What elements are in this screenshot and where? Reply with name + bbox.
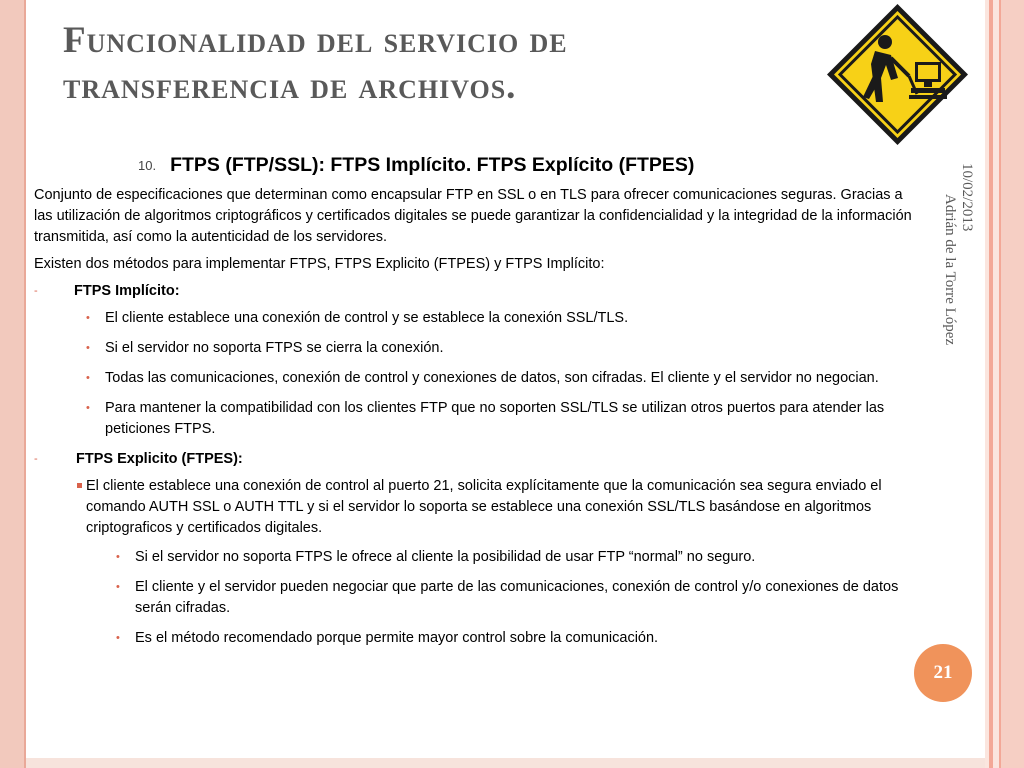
dash-marker: -	[34, 284, 38, 297]
methods-paragraph: Existen dos métodos para implementar FTPS, FTPS Explicito (FTPES) y FTPS Implícito:	[34, 255, 605, 272]
list-item-text: Si el servidor no soporta FTPS se cierra la conexión.	[105, 339, 444, 356]
list-item-text: Todas las comunicaciones, conexión de control y conexiones de datos, son cifradas. El cliente y el servidor no negocian.	[105, 369, 879, 386]
bullet-marker: •	[86, 341, 90, 354]
explicit-intro-text: El cliente establece una conexión de control al puerto 21, solicita explícitamente que la comunicación sea segura enviado el comando AUTH SSL o AUTH TTL y si el servidor lo soporta se establece una conexión SSL/TLS basándose en algoritmos criptograficos y certificados digitales.	[86, 477, 882, 536]
implicit-list	[34, 308, 914, 440]
bullet-marker: •	[86, 401, 90, 414]
list-item-text: Si el servidor no soporta FTPS le ofrece al cliente la posibilidad de usar FTP “normal” no seguro.	[135, 548, 756, 565]
explicit-list	[34, 547, 914, 649]
list-item-text: El cliente establece una conexión de control y se establece la conexión SSL/TLS.	[105, 309, 629, 326]
left-frame-line	[24, 0, 26, 768]
list-item	[34, 547, 914, 568]
list-item	[34, 628, 914, 649]
list-item	[34, 398, 914, 440]
list-item	[34, 338, 914, 359]
implicit-section-title	[34, 281, 914, 302]
bottom-frame-bar	[26, 758, 985, 768]
list-item	[34, 577, 914, 619]
bullet-marker: •	[116, 550, 120, 563]
bullet-marker: •	[116, 580, 120, 593]
implicit-title-text: FTPS Implícito:	[74, 282, 180, 299]
page-number: 21	[933, 662, 953, 683]
list-item	[34, 368, 914, 389]
intro-paragraph: Conjunto de especificaciones que determinan como encapsular FTP en SSL o en TLS para ofrecer comunicaciones seguras. Gracias a las utilización de algoritmos criptográficos y certificados digitales se puede garantizar la confidencialidad y la integridad de la información transmitida, así como la autenticidad de los servidores.	[34, 186, 912, 245]
bullet-marker: •	[86, 311, 90, 324]
explicit-title-text: FTPS Explicito (FTPES):	[76, 450, 243, 467]
section-heading-text: FTPS (FTP/SSL): FTPS Implícito. FTPS Explícito (FTPES)	[170, 154, 695, 176]
square-bullet-icon	[77, 483, 82, 488]
construction-sign-icon	[825, 2, 970, 147]
bullet-marker: •	[86, 371, 90, 384]
slide-date: 10/02/2013	[959, 163, 975, 232]
bullet-marker: •	[116, 631, 120, 644]
slide-author: Adrián de la Torre López	[942, 194, 958, 346]
vertical-side-text	[942, 163, 975, 483]
right-frame-bar	[985, 0, 1024, 768]
page-number-badge	[914, 644, 972, 702]
list-item-text: El cliente y el servidor pueden negociar que parte de las comunicaciones, conexión de control y/o conexiones de datos serán cifradas.	[135, 578, 899, 616]
explicit-intro	[34, 476, 914, 539]
explicit-section-title	[34, 449, 914, 470]
dash-marker: -	[34, 452, 38, 465]
slide-title-line-1: Funcionalidad del servicio de	[63, 20, 568, 61]
left-frame-bar	[0, 0, 24, 768]
slide-body	[34, 152, 914, 658]
list-item	[34, 308, 914, 329]
slide-title-line-2: transferencia de archivos.	[63, 66, 517, 107]
section-heading	[138, 152, 914, 179]
section-number: 10.	[138, 157, 157, 173]
list-item-text: Es el método recomendado porque permite mayor control sobre la comunicación.	[135, 629, 659, 646]
slide-title	[63, 18, 803, 110]
list-item-text: Para mantener la compatibilidad con los clientes FTP que no soporten SSL/TLS se utilizan otros puertos para atender las peticiones FTPS.	[105, 399, 885, 437]
